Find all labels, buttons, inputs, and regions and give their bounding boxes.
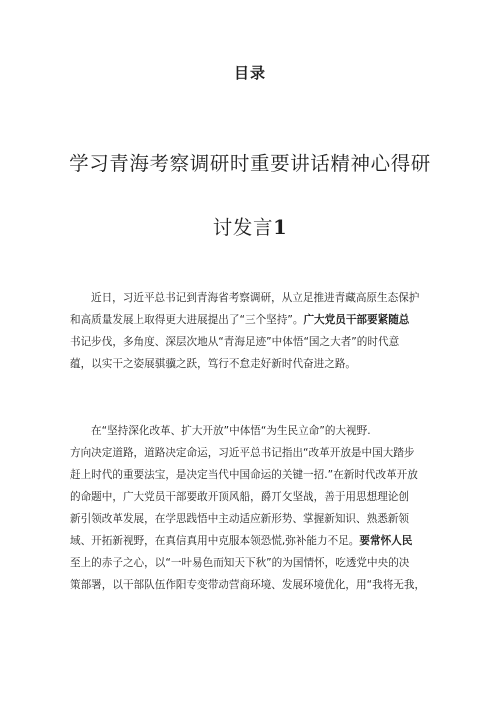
paragraph-line: 在“坚持深化改革、扩大开放”中体悟“为生民立命”的大视野. [91, 425, 371, 437]
document-title-line-1: 学习青海考察调研时重要讲话精神心得研 [69, 152, 431, 175]
paragraph-line: 策部署，以干部队伍作阳专变带动营商环境、发展环境优化，用“我将无我， [70, 579, 426, 591]
paragraph-2 [70, 420, 442, 596]
paragraph-line-text: 域、开拓新视野，在真信真用中克服本领恐慌,弥补能力不足。 [70, 535, 360, 547]
paragraph-line: 新引领改革发展，在学思践悟中主动适应新形势、掌握新知识、熟悉新领 [70, 513, 409, 525]
document-title-number: 1 [273, 216, 288, 239]
toc-heading: 目录 [233, 64, 266, 82]
paragraph-line: 书记步伐，多角度、深层次地从“青海足迹”中体悟“国之大者”的时代意 [70, 336, 400, 348]
paragraph-line: 方向决定道路，道路决定命运，习近平总书记指出“改革开放是中国大踏步 [70, 447, 415, 459]
paragraph-line: 的命题中，广大党员干部要敢开顶风船，爵丌攵坚战，善于用思想理论创 [70, 491, 409, 503]
paragraph-line: 近日，习近平总书记到青海省考察调研，从立足推进青藏高原生态保护 [91, 292, 420, 304]
document-title-line-2-text: 讨发言 [212, 216, 274, 239]
paragraph-line [70, 309, 442, 331]
paragraph-line-bold-text: 广大党员干部要紧随总 [303, 314, 410, 326]
paragraph-1 [70, 287, 442, 375]
paragraph-line-bold-text: 要常怀人民 [359, 535, 413, 547]
document-title-line-2 [0, 212, 500, 240]
paragraph-line: 赶上时代的重要法宝，是决定当代中国命运的关键一招.”在新时代改革开放 [70, 469, 418, 481]
paragraph-line: 蕴，以实干之姿展骐骥之跃，笃行不怠走好新时代奋进之路。 [70, 358, 357, 370]
paragraph-line [70, 530, 442, 552]
paragraph-line: 至上的赤子之心，以“一叶易色而知天下秋”的为国情怀，吃透党中央的决 [70, 557, 410, 569]
paragraph-line-text: 和高质量发展上取得更大进展提出了“三个坚持”。 [70, 314, 304, 326]
